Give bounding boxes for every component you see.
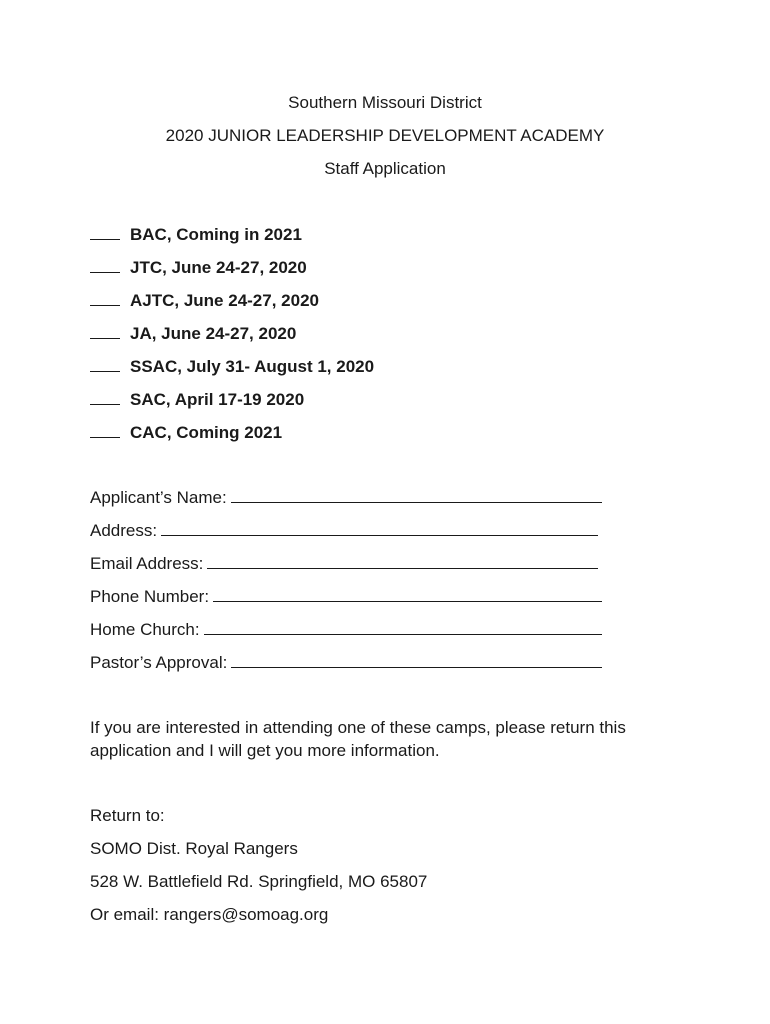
option-label: JA, June 24-27, 2020 xyxy=(130,324,297,343)
option-label: JTC, June 24-27, 2020 xyxy=(130,258,307,277)
field-line[interactable] xyxy=(231,488,602,503)
option-label: AJTC, June 24-27, 2020 xyxy=(130,291,319,310)
return-org: SOMO Dist. Royal Rangers xyxy=(90,839,298,858)
pastor-approval-field[interactable] xyxy=(90,653,602,673)
option-label: SSAC, July 31- August 1, 2020 xyxy=(130,357,375,376)
field-label: Pastor’s Approval: xyxy=(90,653,228,672)
field-line[interactable] xyxy=(231,653,602,668)
field-label: Address: xyxy=(90,521,158,540)
academy-title: 2020 JUNIOR LEADERSHIP DEVELOPMENT ACADEMY xyxy=(165,126,605,145)
checkbox-blank[interactable] xyxy=(90,225,120,240)
return-email: Or email: rangers@somoag.org xyxy=(90,905,329,924)
checkbox-blank[interactable] xyxy=(90,258,120,273)
option-jtc[interactable] xyxy=(90,258,307,278)
option-label: BAC, Coming in 2021 xyxy=(130,225,302,244)
checkbox-blank[interactable] xyxy=(90,390,120,405)
field-line[interactable] xyxy=(213,587,602,602)
option-label: SAC, April 17-19 2020 xyxy=(130,390,305,409)
checkbox-blank[interactable] xyxy=(90,423,120,438)
field-line[interactable] xyxy=(204,620,602,635)
home-church-field[interactable] xyxy=(90,620,602,640)
field-label: Home Church: xyxy=(90,620,200,639)
district-name: Southern Missouri District xyxy=(288,93,482,112)
address-field[interactable] xyxy=(90,521,598,541)
option-ja[interactable] xyxy=(90,324,296,344)
info-paragraph: If you are interested in attending one of these camps, please return this application and I will get you more information. xyxy=(90,718,626,760)
checkbox-blank[interactable] xyxy=(90,324,120,339)
field-label: Applicant’s Name: xyxy=(90,488,227,507)
return-label: Return to: xyxy=(90,806,165,825)
field-line[interactable] xyxy=(207,554,598,569)
checkbox-blank[interactable] xyxy=(90,357,120,372)
phone-field[interactable] xyxy=(90,587,602,607)
option-ssac[interactable] xyxy=(90,357,374,377)
field-line[interactable] xyxy=(161,521,598,536)
option-cac[interactable] xyxy=(90,423,282,443)
option-ajtc[interactable] xyxy=(90,291,319,311)
option-sac[interactable] xyxy=(90,390,304,410)
field-label: Phone Number: xyxy=(90,587,210,606)
email-field[interactable] xyxy=(90,554,598,574)
form-title: Staff Application xyxy=(324,159,446,178)
option-label: CAC, Coming 2021 xyxy=(130,423,283,442)
applicant-name-field[interactable] xyxy=(90,488,602,508)
return-address: 528 W. Battlefield Rd. Springfield, MO 65807 xyxy=(90,872,428,891)
field-label: Email Address: xyxy=(90,554,204,573)
option-bac[interactable] xyxy=(90,225,302,245)
checkbox-blank[interactable] xyxy=(90,291,120,306)
